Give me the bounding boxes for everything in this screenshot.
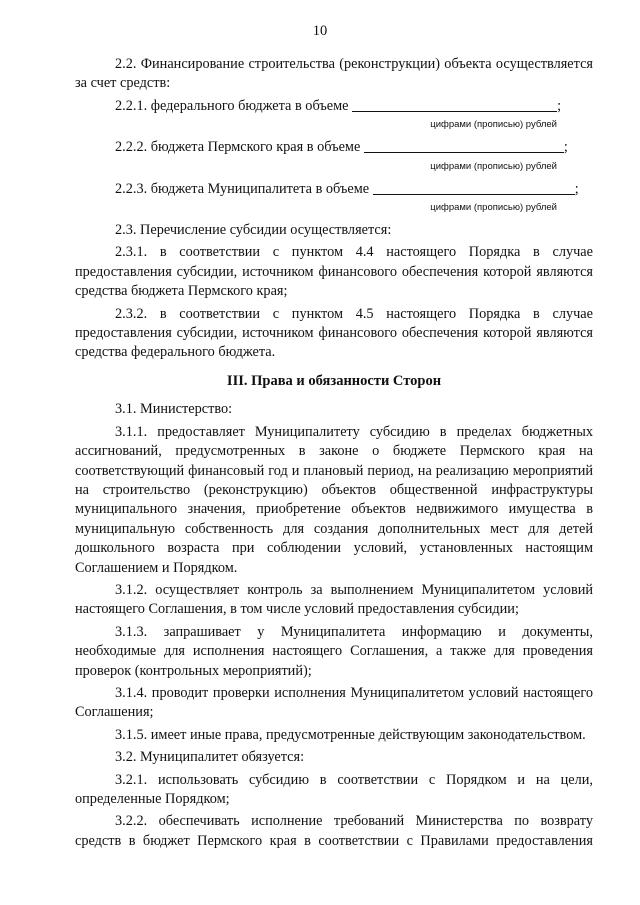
- hint-caption: цифрами (прописью) рублей: [430, 160, 557, 172]
- hint-caption: цифрами (прописью) рублей: [430, 202, 557, 214]
- document-body: [75, 55, 593, 854]
- paragraph-3-1-1: 3.1.1. предоставляет Муниципалитету субсидию в пределах бюджетных ассигнований, предусмотренных в законе о бюджете Пермского края на соответствующий финансовый год и плановый период, на реализацию мероприятий на строительство (реконструкцию) объектов общественной инфраструктуры муниципального значения, приобретение объектов недвижимого имущества в муниципальную собственность для создания дополнительных мест для детей дошкольного возраста при соблюдении условий, установленных настоящим Соглашением и Порядком.: [75, 423, 593, 576]
- fill-line-2-2-1: [75, 97, 593, 116]
- paragraph-3-1-2: 3.1.2. осуществляет контроль за выполнением Муниципалитетом условий настоящего Соглашения, в том числе условий предоставления субсидии;: [75, 581, 593, 618]
- line-end: ;: [563, 139, 568, 156]
- paragraph-3-1-5: 3.1.5. имеет иные права, предусмотренные действующим законодательством.: [115, 726, 586, 743]
- fill-label: 2.2.2. бюджета Пермского края в объеме: [115, 139, 361, 156]
- fill-label: 2.2.1. федерального бюджета в объеме: [115, 97, 349, 114]
- fill-line-2-2-3: [75, 180, 593, 199]
- paragraph-3-2-2: 3.2.2. обеспечивать исполнение требований Министерства по возврату средств в бюджет Пермского края в соответствии с Правилами предоставления: [75, 813, 593, 849]
- paragraph-3-1: 3.1. Министерство:: [115, 401, 233, 418]
- paragraph-3-2-1: 3.2.1. использовать субсидию в соответствии с Порядком и на цели, определенные Порядком;: [75, 771, 593, 807]
- paragraph-2-3-2: 2.3.2. в соответствии с пунктом 4.5 настоящего Порядка в случае предоставления субсидии, источником финансового обеспечения которой являются средства федерального бюджета.: [75, 305, 593, 361]
- amount-blank-field[interactable]: [352, 97, 557, 112]
- section-heading: III. Права и обязанности Сторон: [226, 372, 442, 389]
- hint-caption: цифрами (прописью) рублей: [430, 119, 557, 131]
- paragraph-2-3-1: 2.3.1. в соответствии с пунктом 4.4 настоящего Порядка в случае предоставления субсидии, источником финансового обеспечения которой являются средства бюджета Пермского края;: [75, 244, 593, 300]
- paragraph-2-2: 2.2. Финансирование строительства (реконструкции) объекта осуществляется за счет средств:: [75, 56, 593, 92]
- fill-line-2-2-2: [75, 138, 593, 157]
- amount-blank-field[interactable]: [373, 180, 575, 195]
- paragraph-3-1-3: 3.1.3. запрашивает у Муниципалитета информацию и документы, необходимые для исполнения настоящего Соглашения, а также для проведения проверок (контрольных мероприятий);: [75, 623, 593, 679]
- line-end: ;: [557, 97, 562, 114]
- fill-label: 2.2.3. бюджета Муниципалитета в объеме: [115, 180, 370, 197]
- line-end: ;: [574, 180, 579, 197]
- page-number: 10: [312, 23, 328, 39]
- paragraph-2-3: 2.3. Перечисление субсидии осуществляется:: [115, 222, 392, 239]
- paragraph-3-1-4: 3.1.4. проводит проверки исполнения Муниципалитетом условий настоящего Соглашения;: [75, 684, 593, 721]
- paragraph-3-2: 3.2. Муниципалитет обязуется:: [115, 749, 305, 766]
- amount-blank-field[interactable]: [364, 138, 564, 153]
